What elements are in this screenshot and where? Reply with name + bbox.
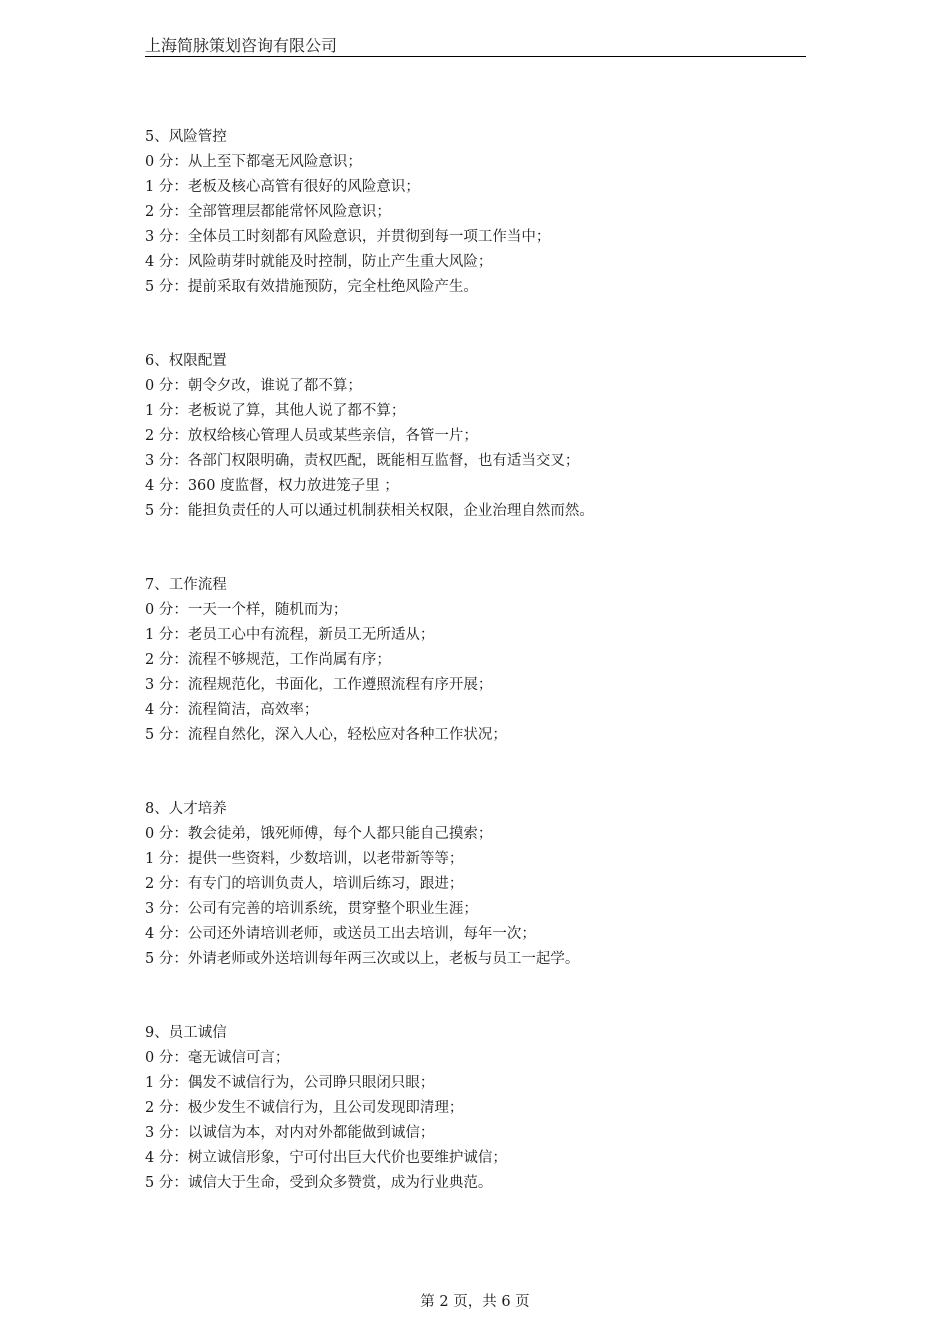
score-line-2: 2 分：放权给核心管理人员或某些亲信，各管一片； <box>145 428 478 444</box>
score-line-1: 1 分：老板说了算，其他人说了都不算； <box>145 403 406 419</box>
score-line-2: 2 分：有专门的培训负责人，培训后练习，跟进； <box>145 876 464 892</box>
score-line-4: 4 分：风险萌芽时就能及时控制，防止产生重大风险； <box>145 254 493 270</box>
section-authority-allocation <box>145 349 806 524</box>
company-name: 上海简脉策划咨询有限公司 <box>145 36 338 55</box>
page-header <box>145 32 806 57</box>
section-risk-control <box>145 125 806 300</box>
score-line-1: 1 分：老员工心中有流程，新员工无所适从； <box>145 627 435 643</box>
score-line-4: 4 分：360 度监督，权力放进笼子里 ； <box>145 478 399 494</box>
section-title: 7、工作流程 <box>145 577 227 593</box>
score-line-3: 3 分：全体员工时刻都有风险意识，并贯彻到每一项工作当中； <box>145 229 551 245</box>
section-title: 6、权限配置 <box>145 353 227 369</box>
page-number: 第 2 页，共 6 页 <box>420 1294 530 1310</box>
score-line-5: 5 分：流程自然化，深入人心，轻松应对各种工作状况； <box>145 727 507 743</box>
score-line-2: 2 分：极少发生不诚信行为，且公司发现即清理； <box>145 1100 464 1116</box>
score-line-5: 5 分：外请老师或外送培训每年两三次或以上，老板与员工一起学。 <box>145 951 580 967</box>
score-line-3: 3 分：公司有完善的培训系统，贯穿整个职业生涯； <box>145 901 478 917</box>
score-line-0: 0 分：一天一个样，随机而为； <box>145 602 348 618</box>
section-title: 9、员工诚信 <box>145 1025 227 1041</box>
section-talent-training <box>145 797 806 972</box>
section-workflow <box>145 573 806 748</box>
section-title: 5、风险管控 <box>145 129 227 145</box>
section-employee-integrity <box>145 1021 806 1196</box>
score-line-5: 5 分：能担负责任的人可以通过机制获相关权限，企业治理自然而然。 <box>145 503 594 519</box>
score-line-1: 1 分：提供一些资料，少数培训，以老带新等等； <box>145 851 464 867</box>
score-line-3: 3 分：流程规范化，书面化，工作遵照流程有序开展； <box>145 677 493 693</box>
score-line-5: 5 分：提前采取有效措施预防，完全杜绝风险产生。 <box>145 279 478 295</box>
score-line-1: 1 分：偶发不诚信行为，公司睁只眼闭只眼； <box>145 1075 435 1091</box>
score-line-3: 3 分：以诚信为本，对内对外都能做到诚信； <box>145 1125 435 1141</box>
score-line-0: 0 分：毫无诚信可言； <box>145 1050 290 1066</box>
score-line-2: 2 分：流程不够规范，工作尚属有序； <box>145 652 391 668</box>
score-line-0: 0 分：朝令夕改，谁说了都不算； <box>145 378 362 394</box>
score-line-1: 1 分：老板及核心高管有很好的风险意识； <box>145 179 420 195</box>
score-line-0: 0 分：教会徒弟，饿死师傅，每个人都只能自己摸索； <box>145 826 493 842</box>
score-line-2: 2 分：全部管理层都能常怀风险意识； <box>145 204 391 220</box>
score-line-4: 4 分：流程简洁，高效率； <box>145 702 319 718</box>
score-line-4: 4 分：树立诚信形象，宁可付出巨大代价也要维护诚信； <box>145 1150 507 1166</box>
score-line-5: 5 分：诚信大于生命，受到众多赞赏，成为行业典范。 <box>145 1175 493 1191</box>
score-line-4: 4 分：公司还外请培训老师，或送员工出去培训，每年一次； <box>145 926 536 942</box>
score-line-0: 0 分：从上至下都毫无风险意识； <box>145 154 362 170</box>
section-title: 8、人才培养 <box>145 801 227 817</box>
score-line-3: 3 分：各部门权限明确，责权匹配，既能相互监督，也有适当交叉； <box>145 453 580 469</box>
